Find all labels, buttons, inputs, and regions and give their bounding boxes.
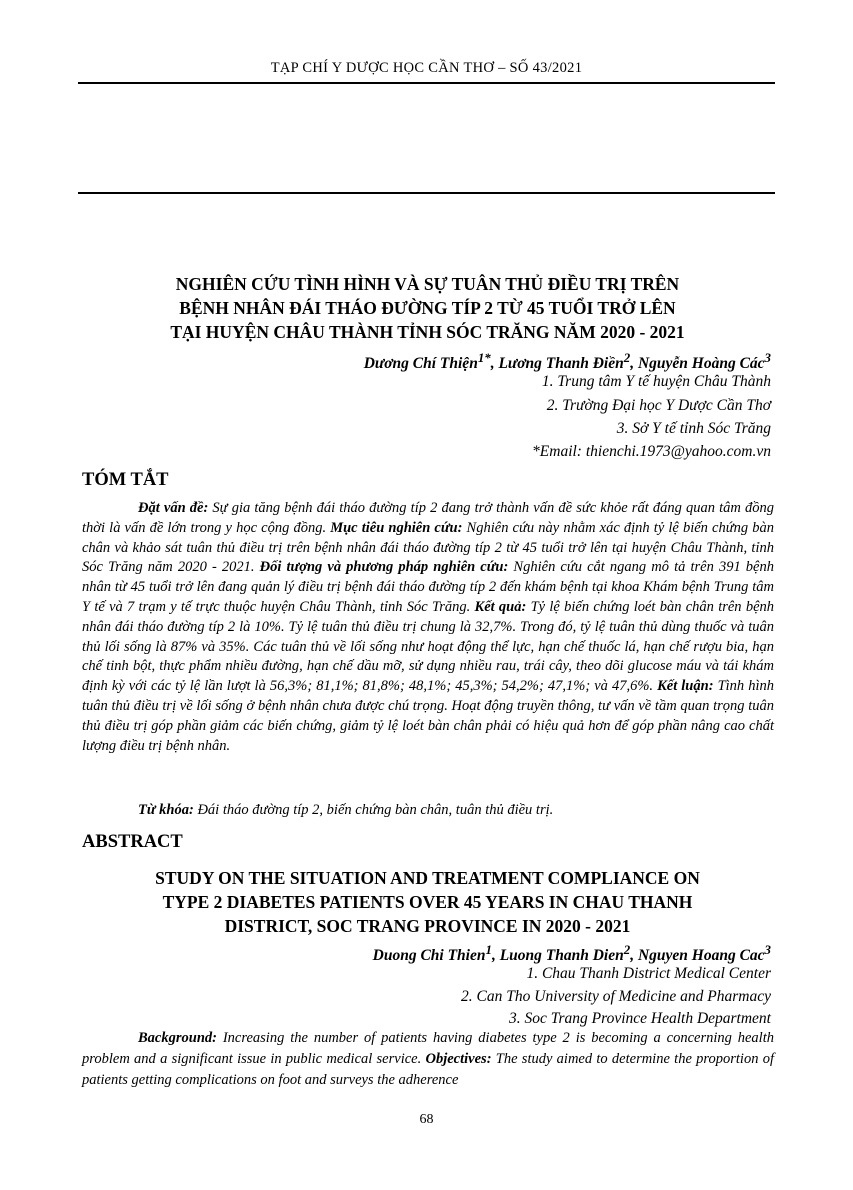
label-objective: Mục tiêu nghiên cứu: — [330, 519, 463, 536]
vi-affiliation-3: 3. Sở Y tế tỉnh Sóc Trăng — [616, 420, 771, 437]
summary-heading: TÓM TẮT — [82, 470, 169, 490]
en-title-line: DISTRICT, SOC TRANG PROVINCE IN 2020 - 2021 — [224, 916, 631, 936]
author-name: Luong Thanh Dien — [499, 947, 624, 965]
page-number: 68 — [419, 1112, 434, 1127]
text-methods: Nghiên cứu cắt ngang mô tả trên 391 bệnh nhân từ 45 tuổi trở lên đang quản lý điều trị bệnh đái tháo đường típ 2 đến khám bệnh tại khoa Khám bệnh Trung tâm Y tế và 7 trạm y tế trực thuộc huyện Châu Thành, tỉnh Sóc Trăng. — [82, 559, 774, 615]
keywords-text: Đái tháo đường típ 2, biến chứng bàn chân, tuân thủ điều trị. — [193, 802, 554, 818]
author-name: Lương Thanh Điền — [498, 355, 624, 373]
label-background-en: Background: — [138, 1030, 217, 1046]
vi-title-line: BỆNH NHÂN ĐÁI THÁO ĐƯỜNG TÍP 2 TỪ 45 TUỔI TRỞ LÊN — [179, 298, 676, 318]
separator-rule — [78, 192, 775, 194]
text-conclusion: Tình hình tuân thủ điều trị về lối sống ở bệnh nhân chưa được chú trọng. Hoạt động truyền thông, tư vấn về tầm quan trọng tuân thủ điều trị góp phần giảm các biến chứng, giảm tỷ lệ loét bàn chân phải có hiệu quả hơn để góp phần nâng cao chất lượng điều trị bệnh nhân. — [82, 678, 775, 754]
author-sep: , — [630, 947, 638, 965]
author-sup: 3 — [764, 942, 771, 957]
author-sup: 2 — [623, 350, 631, 365]
vi-affiliation-1: 1. Trung tâm Y tế huyện Châu Thành — [541, 373, 771, 390]
label-background: Đặt vấn đề: — [138, 500, 209, 516]
header-rule — [78, 82, 775, 84]
author-sup: 1 — [485, 942, 492, 957]
author-name: Dương Chí Thiện — [363, 355, 478, 373]
en-title-line: TYPE 2 DIABETES PATIENTS OVER 45 YEARS IN CHAU THANH — [162, 892, 693, 912]
text-objective: Nghiên cứu này nhằm xác định tỷ lệ biến chứng bàn chân và khảo sát tuân thủ điều trị trên bệnh nhân đái tháo đường típ 2 từ 45 tuổi trở lên tại huyện Châu Thành, tỉnh Sóc Trăng năm 2020 - 2021. — [82, 519, 775, 576]
author-sup: 2 — [623, 942, 631, 957]
author-name: Nguyen Hoang Cac — [637, 947, 765, 965]
en-title — [80, 866, 775, 938]
text-results: Tỷ lệ biến chứng loét bàn chân trên bệnh nhân đái tháo đường típ 2 là 10%. Tỷ lệ tuân thủ điều trị chung là 32,7%. Trong đó, tỷ lệ tuân thủ dùng thuốc và tuân thủ lối sống là 87% và 35%. Các tuân thủ về lối sống như hoạt động thể lực, hạn chế thuốc lá, hạn chế rượu bia, hạn chế tinh bột, thực phẩm nhiều đường, hạn chế dầu mỡ, sử dụng nhiều rau, trái cây, theo dõi glucose máu và tái khám định kỳ với các tỷ lệ lần lượt là 56,3%; 81,1%; 81,8%; 48,1%; 45,3%; 54,2%; 47,1%; và 47,6%. — [82, 598, 775, 695]
label-objectives-en: Objectives: — [425, 1051, 492, 1067]
text-background: Sự gia tăng bệnh đái tháo đường típ 2 đang trở thành vấn đề sức khỏe rất đáng quan tâm đồng thời là vấn đề lớn trong y học cộng đồng. — [82, 500, 774, 536]
label-conclusion: Kết luận: — [657, 678, 714, 695]
author-sep: , — [491, 947, 500, 965]
en-abstract-body — [82, 1028, 774, 1091]
author-name: Nguyễn Hoàng Các — [637, 355, 765, 373]
keywords — [138, 802, 553, 819]
en-affiliation-2: 2. Can Tho University of Medicine and Pharmacy — [461, 988, 771, 1005]
author-sup: 1* — [477, 350, 491, 365]
author-name: Duong Chi Thien — [372, 947, 486, 965]
label-results: Kết quả: — [474, 598, 527, 615]
abstract-heading: ABSTRACT — [82, 832, 183, 852]
en-affiliation-1: 1. Chau Thanh District Medical Center — [526, 965, 771, 982]
vi-affiliation-2: 2. Trường Đại học Y Dược Cần Thơ — [546, 397, 771, 414]
author-sep: , — [630, 355, 638, 373]
text-background-en: Increasing the number of patients having diabetes type 2 is becoming a concerning health problem and a significant issue in public medical service. — [82, 1030, 774, 1067]
en-title-line: STUDY ON THE SITUATION AND TREATMENT COMPLIANCE ON — [155, 868, 700, 888]
keywords-label: Từ khóa: — [138, 802, 194, 818]
vi-title — [80, 272, 775, 344]
vi-title-line: TẠI HUYỆN CHÂU THÀNH TỈNH SÓC TRĂNG NĂM 2020 - 2021 — [170, 322, 685, 342]
en-affiliation-3: 3. Soc Trang Province Health Department — [508, 1010, 771, 1027]
vi-summary — [82, 499, 774, 756]
email: *Email: thienchi.1973@yahoo.com.vn — [532, 443, 771, 460]
vi-title-line: NGHIÊN CỨU TÌNH HÌNH VÀ SỰ TUÂN THỦ ĐIỀU TRỊ TRÊN — [175, 274, 680, 294]
label-methods: Đối tượng và phương pháp nghiên cứu: — [259, 559, 509, 576]
journal-header: TẠP CHÍ Y DƯỢC HỌC CẦN THƠ – SỐ 43/2021 — [270, 60, 583, 76]
author-sep: , — [490, 355, 499, 373]
author-sup: 3 — [764, 350, 771, 365]
text-objectives-en: The study aimed to determine the proportion of patients getting complications on foot and surveys the adherence — [82, 1051, 774, 1088]
